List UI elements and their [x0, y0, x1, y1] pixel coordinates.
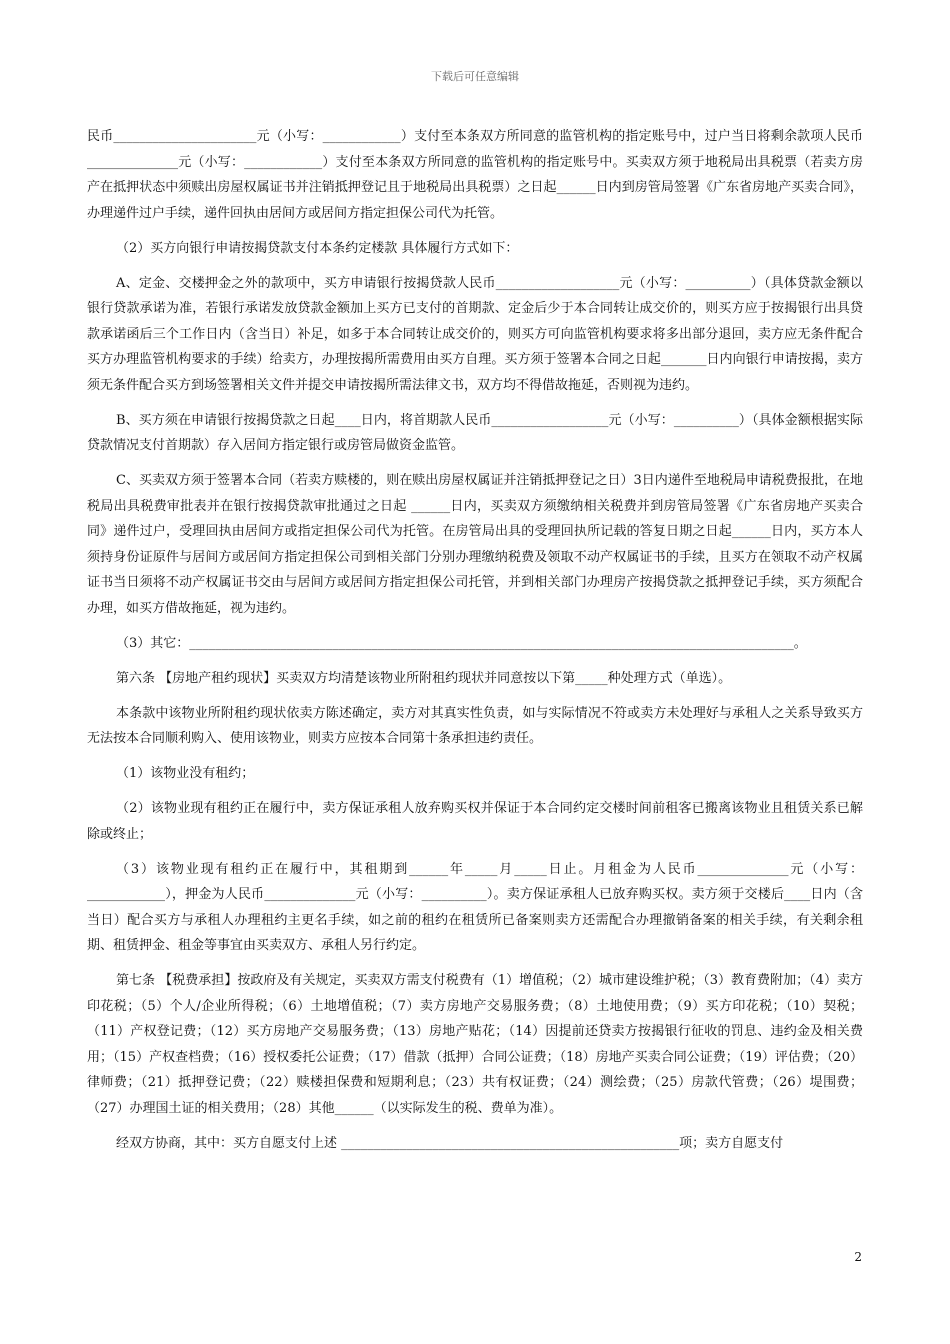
paragraph-clause-a: A、定金、交楼押金之外的款项中，买方申请银行按揭贷款人民币___________________元（小写：__________）（具体贷款金额以银行贷款承诺为准，若银行承诺发放贷款金额加上买方已支付的首期款、定金后少于本合同转让成交价的，则买方应于按揭银行出具贷款承诺函后三个工作日内（含当日）补足，如多于本合同转让成交价的，则买方可向监管机构要求将多出部分退回，卖方应无条件配合买方办理监管机构要求的手续）给卖方，办理按揭所需费用由买方自理。买方须于签署本合同之日起_______日内向银行申请按揭，卖方须无条件配合买方到场签署相关文件并提交申请按揭所需法律文书，双方均不得借故拖延，否则视为违约。 [87, 275, 863, 393]
paragraph-lease-option-2: （2）该物业现有租约正在履行中，卖方保证承租人放弃购买权并保证于本合同约定交楼时间前租客已搬离该物业且租赁关系已解除或终止； [87, 801, 863, 842]
paragraph-mortgage-heading: （2）买方向银行申请按揭贷款支付本条约定楼款 具体履行方式如下： [116, 240, 519, 256]
page-number: 2 [854, 1250, 862, 1264]
page-header: 下载后可任意编辑 [431, 70, 519, 83]
paragraph-clause-c: C、买卖双方须于签署本合同（若卖方赎楼的，则在赎出房屋权属证并注销抵押登记之日）3日内递件至地税局申请税费报批，在地税局出具税费审批表并在银行按揭贷款审批通过之日起 ______日内，买卖双方须缴纳相关税费并到房管局签署《广东省房地产买卖合同》递件过户，受理回执由居间方或指定担保公司代为托管。在房管局出具的受理回执所记载的答复日期之日起______日内，买方本人须持身份证原件与居间方或居间方指定担保公司到相关部门分别办理缴纳税费及领取不动产权属证书的手续，且买方在领取不动产权属证书当日须将不动产权属证书交由与居间方或居间方指定担保公司托管，并到相关部门办理房产按揭贷款之抵押登记手续，买方须配合办理，如买方借故拖延，视为违约。 [87, 473, 863, 616]
paragraph-lease-option-3: （3）该物业现有租约正在履行中，其租期到______年_____月_____日止。月租金为人民币______________元（小写：____________），押金为人民币______________元（小写：__________）。卖方保证承租人已放弃购买权。卖方须于交楼后____日内（含当日）配合买方与承租人办理租约主更名手续，如之前的租约在租赁所已备案则卖方还需配合办理撤销备案的相关手续，有关剩余租期、租赁押金、租金等事宜由买卖双方、承租人另行约定。 [87, 861, 863, 953]
paragraph-clause-b: B、买方须在申请银行按揭贷款之日起____日内，将首期款人民币__________________元（小写：__________）（具体金额根据实际贷款情况支付首期款）存入居间方指定银行或房管局做资金监管。 [87, 412, 863, 453]
paragraph-negotiation: 经双方协商，其中：买方自愿支付上述 ____________________________________________________项；卖方自愿支付 [116, 1135, 784, 1151]
paragraph-other: （3）其它：_____________________________________________________________________________________________。 [116, 635, 807, 651]
paragraph-article-6: 第六条 【房地产租约现状】买卖双方均清楚该物业所附租约现状并同意按以下第_____种处理方式（单选）。 [116, 670, 732, 686]
document-body [87, 124, 863, 1166]
paragraph-payment-transfer: 民币______________________元（小写：____________）支付至本条双方所同意的监管机构的指定账号中，过户当日将剩余款项人民币______________元（小写：____________）支付至本条双方所同意的监管机构的指定账号中。买卖双方须于地税局出具税票（若卖方房产在抵押状态中须赎出房屋权属证书并注销抵押登记且于地税局出具税票）之日起______日内到房管局签署《广东省房地产买卖合同》，办理递件过户手续，递件回执由居间方或居间方指定担保公司代为托管。 [87, 129, 863, 221]
paragraph-article-7: 第七条 【税费承担】按政府及有关规定，买卖双方需支付税费有（1）增值税；（2）城市建设维护税；（3）教育费附加；（4）卖方印花税；（5）个人/企业所得税；（6）土地增值税；（7）卖方房地产交易服务费；（8）土地使用费；（9）买方印花税；（10）契税；（11）产权登记费；（12）买方房地产交易服务费；（13）房地产贴花；（14）因提前还贷卖方按揭银行征收的罚息、违约金及相关费用；（15）产权查档费；（16）授权委托公证费；（17）借款（抵押）合同公证费；（18）房地产买卖合同公证费；（19）评估费；（20）律师费；（21）抵押登记费；（22）赎楼担保费和短期利息；（23）共有权证费；（24）测绘费；（25）房款代管费；（26）堤围费；（27）办理国土证的相关费用；（28）其他______（以实际发生的税、费单为准）。 [87, 973, 863, 1116]
paragraph-lease-option-1: （1）该物业没有租约； [116, 766, 255, 781]
paragraph-lease-statement: 本条款中该物业所附租约现状依卖方陈述确定，卖方对其真实性负责，如与实际情况不符或卖方未处理好与承租人之关系导致买方无法按本合同顺利购入、使用该物业，则卖方应按本合同第十条承担违约责任。 [87, 705, 863, 746]
